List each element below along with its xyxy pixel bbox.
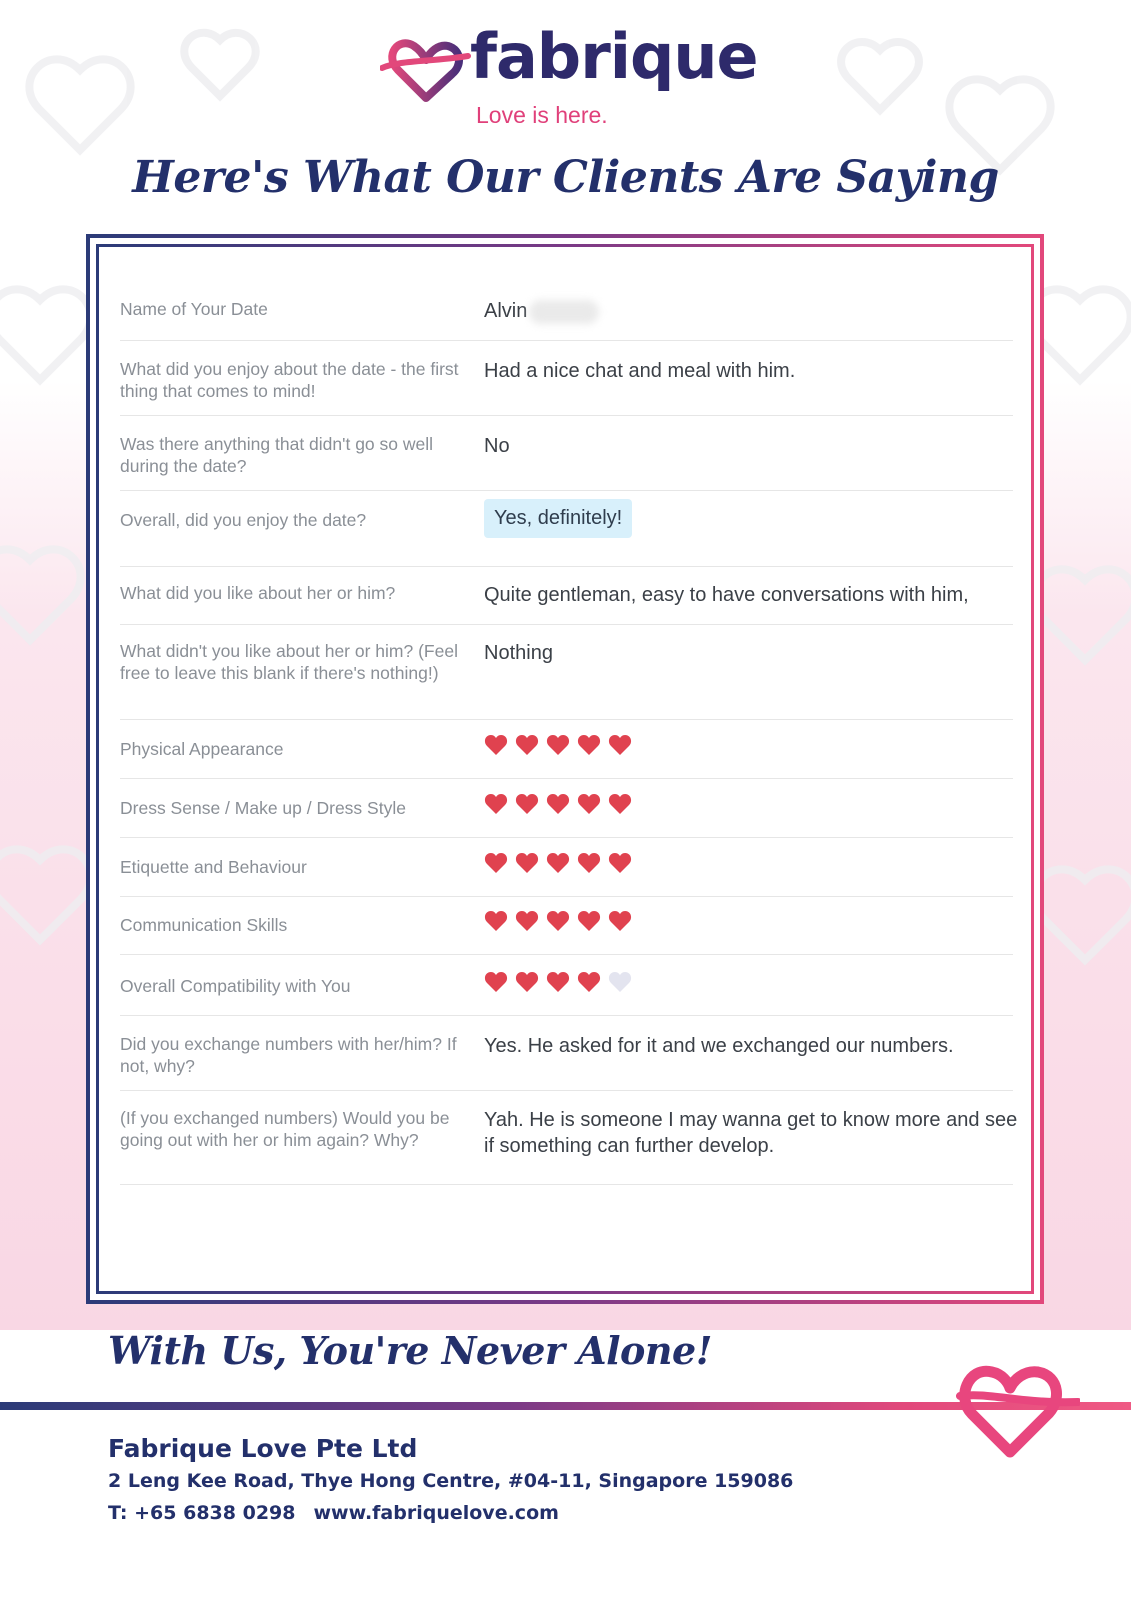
form-row-communication (120, 914, 1013, 955)
question-label: Was there anything that didn't go so well during the date? (120, 434, 434, 476)
form-row-go-out-again (120, 1107, 1018, 1185)
question-label: Physical Appearance (120, 739, 284, 759)
question-label: Etiquette and Behaviour (120, 857, 307, 877)
answer-value: Nothing (484, 642, 553, 664)
company-name: Fabrique Love Pte Ltd (108, 1434, 418, 1463)
question-label: What did you enjoy about the date - the first thing that comes to mind! (120, 359, 459, 401)
question-label: (If you exchanged numbers) Would you be going out with her or him again? Why? (120, 1108, 450, 1150)
form-row-enjoyed (120, 358, 1013, 416)
heart-rating (484, 734, 632, 760)
heart-filled-icon (484, 793, 508, 815)
heart-filled-icon (515, 793, 539, 815)
brand-logo (380, 20, 760, 138)
heart-filled-icon (546, 852, 570, 874)
blurred-surname (529, 300, 599, 324)
form-row-overall-enjoy (120, 509, 1013, 567)
answer-value: Yah. He is someone I may wanna get to know more and see if something can further develop. (484, 1109, 1018, 1157)
heart-filled-icon (484, 852, 508, 874)
heart-rating (484, 852, 632, 878)
answer-value: Quite gentleman, easy to have conversations with him, (484, 584, 969, 606)
question-label: Name of Your Date (120, 299, 268, 319)
heart-filled-icon (515, 910, 539, 932)
answer-value: Had a nice chat and meal with him. (484, 360, 796, 382)
heart-rating (484, 793, 632, 819)
heart-filled-icon (515, 852, 539, 874)
heart-logo-icon (380, 34, 472, 104)
question-label: Did you exchange numbers with her/him? If not, why? (120, 1034, 457, 1076)
heart-filled-icon (546, 734, 570, 756)
form-row-exchange-numbers (120, 1033, 1013, 1091)
heart-filled-icon (484, 734, 508, 756)
website-link[interactable]: www.fabriquelove.com (313, 1502, 559, 1524)
question-label: Overall Compatibility with You (120, 976, 351, 996)
brand-name: fabrique (470, 20, 758, 93)
form-row-date-name (120, 298, 1013, 341)
question-label: What did you like about her or him? (120, 583, 396, 603)
answer-value: No (484, 435, 510, 457)
heart-filled-icon (577, 793, 601, 815)
heart-rating (484, 910, 632, 936)
form-row-compatibility (120, 975, 1013, 1016)
heart-filled-icon (577, 910, 601, 932)
heart-ribbon-icon (950, 1352, 1080, 1462)
answer-badge: Yes, definitely! (484, 499, 632, 538)
answer-value: Alvin (484, 298, 1024, 324)
heart-filled-icon (515, 971, 539, 993)
form-row-liked (120, 582, 1013, 625)
form-row-etiquette (120, 856, 1013, 897)
heart-filled-icon (484, 910, 508, 932)
heart-filled-icon (608, 910, 632, 932)
slogan: With Us, You're Never Alone! (108, 1328, 712, 1373)
heart-filled-icon (484, 971, 508, 993)
form-row-issues (120, 433, 1013, 491)
question-label: Overall, did you enjoy the date? (120, 510, 367, 530)
question-label: Dress Sense / Make up / Dress Style (120, 798, 406, 818)
brand-tagline: Love is here. (476, 102, 608, 128)
heart-filled-icon (608, 793, 632, 815)
heart-rating (484, 971, 632, 997)
heart-filled-icon (546, 793, 570, 815)
heart-filled-icon (608, 852, 632, 874)
form-row-physical-appearance (120, 738, 1013, 779)
form-row-dress-sense (120, 797, 1013, 838)
heart-filled-icon (546, 910, 570, 932)
heart-filled-icon (546, 971, 570, 993)
heart-filled-icon (577, 971, 601, 993)
heart-filled-icon (577, 734, 601, 756)
question-label: What didn't you like about her or him? (Feel free to leave this blank if there's nothing!) (120, 641, 458, 683)
heart-filled-icon (608, 734, 632, 756)
page-headline: Here's What Our Clients Are Saying (132, 152, 999, 203)
heart-filled-icon (515, 734, 539, 756)
answer-value: Yes. He asked for it and we exchanged our numbers. (484, 1035, 954, 1057)
contact-info (108, 1502, 577, 1524)
question-label: Communication Skills (120, 915, 288, 935)
company-address: 2 Leng Kee Road, Thye Hong Centre, #04-11, Singapore 159086 (108, 1470, 794, 1492)
phone-number: T: +65 6838 0298 (108, 1502, 296, 1524)
feedback-form-card (99, 247, 1031, 1291)
form-row-disliked (120, 640, 1013, 720)
heart-empty-icon (608, 971, 632, 993)
heart-filled-icon (577, 852, 601, 874)
testimonial-frame (86, 234, 1044, 1304)
